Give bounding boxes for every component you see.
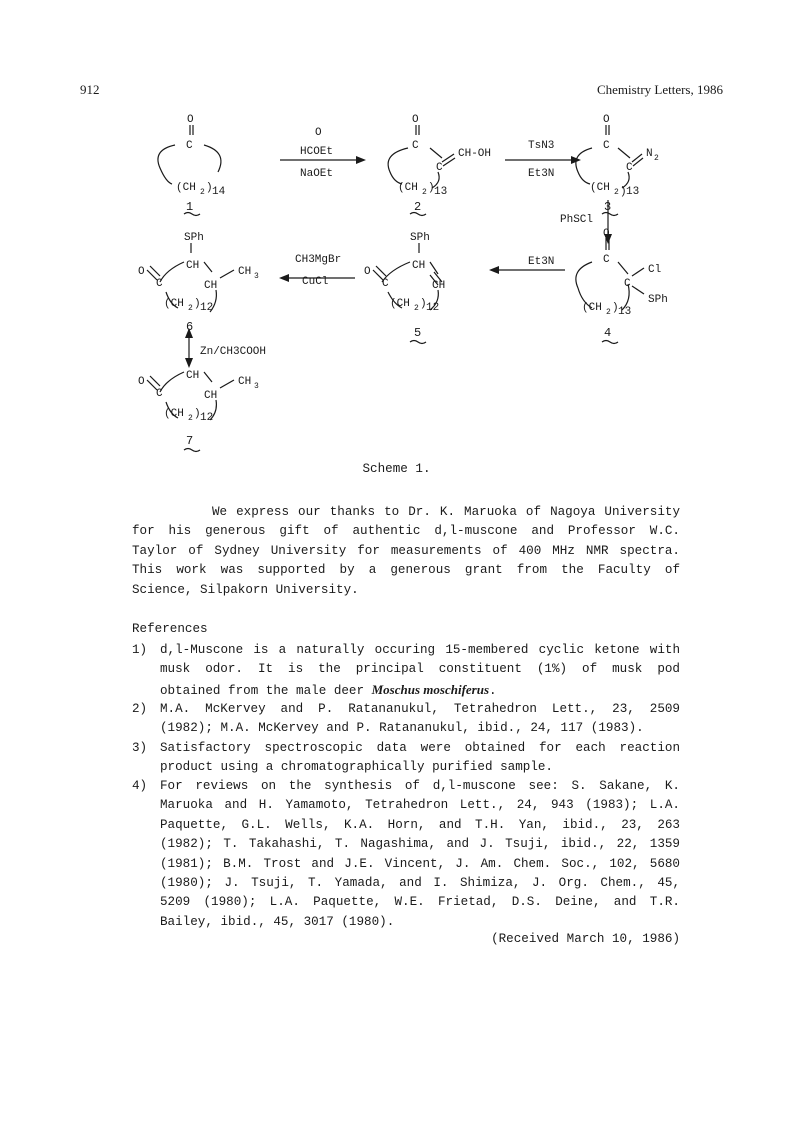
compound-4-label: 4	[604, 326, 612, 340]
svg-text:C: C	[412, 140, 419, 152]
reagent-naoet: NaOEt	[300, 168, 334, 180]
reference-line: Maruoka and H. Yamamoto, Tetrahedron Lett., 24, 943 (1983); L.A.	[160, 798, 680, 813]
compound-1-label: 1	[186, 200, 194, 214]
svg-text:2: 2	[614, 188, 619, 197]
ack-line: This work was supported by a generous grant from the Faculty of	[132, 563, 680, 578]
svg-text:13: 13	[618, 306, 632, 318]
svg-text:): )	[194, 298, 201, 310]
svg-text:12: 12	[200, 302, 214, 314]
reference-line: Bailey, ibid., 45, 3017 (1980).	[160, 914, 395, 929]
svg-text:CH: CH	[238, 266, 252, 278]
svg-text:SPh: SPh	[410, 232, 430, 244]
svg-text:C: C	[603, 140, 610, 152]
svg-text:N: N	[646, 148, 653, 160]
ack-line: Science, Silpakorn University.	[132, 582, 359, 597]
svg-text:): )	[612, 302, 619, 314]
reference-number: 3)	[132, 741, 148, 755]
svg-text:C: C	[603, 254, 610, 266]
arrow-6	[185, 358, 193, 368]
compound-6-label: 6	[186, 320, 194, 334]
svg-text:2: 2	[654, 154, 659, 163]
compound-3-label: 3	[604, 200, 612, 214]
svg-text:): )	[620, 186, 627, 198]
svg-text:): )	[420, 298, 427, 310]
references-heading: References	[132, 622, 208, 636]
svg-text:2: 2	[200, 188, 205, 197]
reference-line: Paquette, G.L. Wells, K.A. Horn, and T.H. Yan, ibid., 23, 263	[160, 817, 680, 832]
reference-line: M.A. McKervey and P. Ratananukul, Tetrahedron Lett., 23, 2509	[160, 702, 680, 716]
svg-text:(CH: (CH	[176, 182, 196, 194]
svg-text:O: O	[364, 266, 371, 278]
svg-text:C: C	[624, 278, 631, 290]
ack-line: Taylor of Sydney University for measurements of 400 MHz NMR spectra.	[132, 543, 680, 558]
svg-text:CH: CH	[238, 376, 252, 388]
compound-2-label: 2	[414, 200, 422, 214]
svg-text:O: O	[412, 114, 419, 126]
ack-line: We express our thanks to Dr. K. Maruoka of Nagoya University	[212, 505, 680, 519]
acknowledgement	[132, 503, 680, 600]
svg-text:(CH: (CH	[590, 182, 610, 194]
reaction-scheme	[120, 110, 680, 470]
reagent-tsn3: TsN3	[528, 140, 555, 152]
svg-text:(CH: (CH	[390, 298, 410, 310]
svg-text:12: 12	[426, 302, 440, 314]
svg-text:O: O	[603, 114, 610, 126]
reference-line: obtained from the male deer Moschus moschiferus.	[160, 681, 497, 698]
svg-text:CH: CH	[186, 260, 200, 272]
svg-text:2: 2	[188, 414, 193, 423]
svg-text:): )	[428, 182, 435, 194]
svg-text:CH: CH	[432, 280, 446, 292]
reference-line: product using a chromatographically purified sample.	[160, 760, 553, 775]
svg-text:2: 2	[414, 304, 419, 313]
reagent-hcoet: HCOEt	[300, 146, 334, 158]
svg-text:O: O	[603, 228, 610, 240]
reference-number: 4)	[132, 779, 148, 793]
svg-text:SPh: SPh	[184, 232, 204, 244]
reference-line: (1982); T. Takahashi, T. Nagashima, and J. Tsuji, ibid., 22, 1359	[160, 837, 680, 852]
reference-line: musk odor. It is the principal constituent (1%) of musk pod	[160, 662, 680, 677]
reagent-cucl: CuCl	[302, 276, 329, 288]
svg-text:): )	[194, 408, 201, 420]
ack-line: for his generous gift of authentic d,l-muscone and Professor W.C.	[132, 524, 680, 539]
svg-text:(CH: (CH	[164, 408, 184, 420]
svg-text:CH: CH	[204, 280, 218, 292]
svg-text:(CH: (CH	[164, 298, 184, 310]
svg-text:C: C	[626, 162, 633, 174]
svg-text:O: O	[315, 127, 322, 139]
svg-text:C: C	[156, 388, 163, 400]
svg-text:CH: CH	[412, 260, 426, 272]
svg-text:O: O	[138, 376, 145, 388]
svg-text:C: C	[186, 140, 193, 152]
journal-header: Chemistry Letters, 1986	[596, 82, 723, 97]
svg-text:CH-OH: CH-OH	[458, 148, 492, 160]
compound-7-label: 7	[186, 434, 194, 448]
species-name: Moschus moschiferus	[371, 681, 490, 697]
svg-text:13: 13	[434, 186, 448, 198]
reference-line: Satisfactory spectroscopic data were obtained for each reaction	[160, 741, 680, 755]
svg-text:Cl: Cl	[648, 264, 662, 276]
svg-text:14: 14	[212, 186, 226, 198]
svg-text:2: 2	[422, 188, 427, 197]
svg-text:3: 3	[254, 382, 259, 391]
received-date: (Received March 10, 1986)	[491, 932, 680, 946]
reagent-zn-acoh: Zn/CH3COOH	[200, 346, 267, 358]
reference-line: (1982); M.A. McKervey and P. Ratananukul, ibid., 24, 117 (1983).	[160, 721, 644, 736]
svg-text:13: 13	[626, 186, 640, 198]
svg-text:(CH: (CH	[398, 182, 418, 194]
page-number: 912	[80, 82, 100, 97]
svg-text:C: C	[382, 278, 389, 290]
reference-line: 5209 (1980); L.A. Paquette, W.E. Frietad, D.S. Deine, and T.R.	[160, 895, 680, 910]
svg-text:CH: CH	[186, 370, 200, 382]
svg-text:CH: CH	[204, 390, 218, 402]
compound-5-label: 5	[414, 326, 422, 340]
svg-text:C: C	[156, 278, 163, 290]
reference-number: 1)	[132, 643, 148, 657]
svg-text:12: 12	[200, 412, 214, 424]
svg-text:O: O	[138, 266, 145, 278]
reference-line: (1981); B.M. Trost and J.E. Vincent, J. Am. Chem. Soc., 102, 5680	[160, 856, 680, 871]
reference-line: d,l-Muscone is a naturally occuring 15-membered cyclic ketone with	[160, 643, 680, 657]
svg-text:SPh: SPh	[648, 294, 668, 306]
svg-text:(CH: (CH	[582, 302, 602, 314]
svg-text:2: 2	[606, 308, 611, 317]
scheme-caption: Scheme 1.	[362, 462, 431, 476]
svg-text:C: C	[436, 162, 443, 174]
reference-line: (1980); J. Tsuji, T. Yamada, and I. Shimiza, J. Org. Chem., 45,	[160, 876, 680, 891]
arrow-1	[356, 156, 366, 164]
reagent-phscl: PhSCl	[560, 214, 594, 226]
svg-text:O: O	[187, 114, 194, 126]
svg-text:3: 3	[254, 272, 259, 281]
reagent-et3n-1: Et3N	[528, 168, 555, 180]
reference-number: 2)	[132, 702, 148, 716]
arrow-5	[279, 274, 289, 282]
reference-line: For reviews on the synthesis of d,l-muscone see: S. Sakane, K.	[160, 779, 680, 793]
arrow-4	[489, 266, 499, 274]
reagent-et3n-2: Et3N	[528, 256, 555, 268]
svg-text:2: 2	[188, 304, 193, 313]
reagent-ch3mgbr: CH3MgBr	[295, 254, 342, 266]
svg-text:): )	[206, 182, 213, 194]
